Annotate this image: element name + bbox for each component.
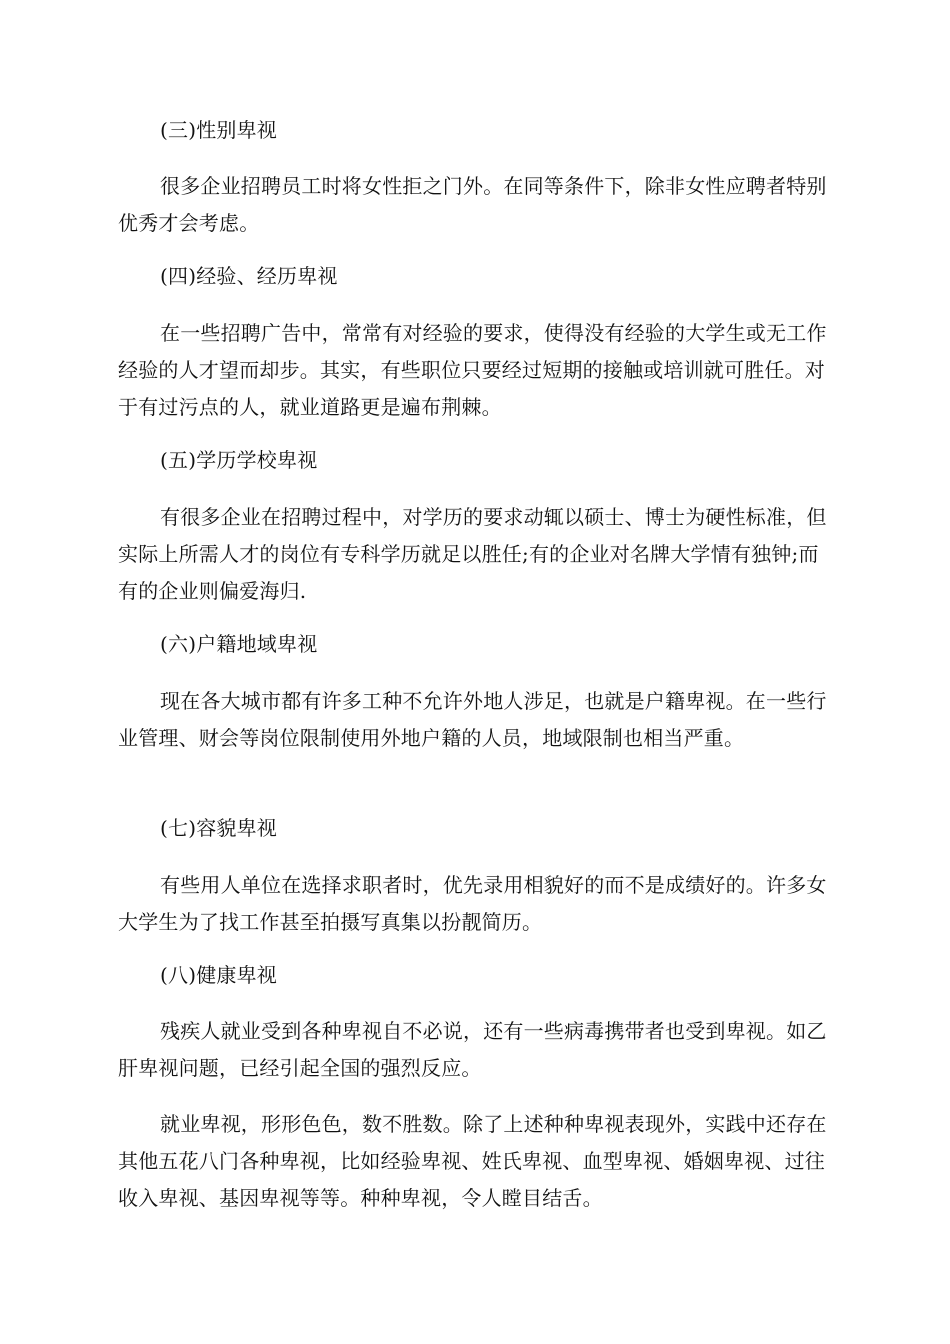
section-paragraph-gender: 很多企业招聘员工时将女性拒之门外。在同等条件下，除非女性应聘者特别优秀才会考虑。	[118, 174, 827, 235]
section-paragraph-appearance: 有些用人单位在选择求职者时，优先录用相貌好的而不是成绩好的。许多女大学生为了找工作甚至拍摄写真集以扮靓简历。	[118, 873, 827, 934]
section-heading-gender: (三)性别卑视	[160, 118, 278, 142]
section-heading-experience: (四)经验、经历卑视	[160, 264, 338, 288]
section-paragraph-education: 有很多企业在招聘过程中，对学历的要求动辄以硕士、博士为硬性标准，但实际上所需人才的岗位有专科学历就足以胜任;有的企业对名牌大学情有独钟;而有的企业则偏爱海归.	[118, 505, 827, 603]
closing-paragraph: 就业卑视，形形色色，数不胜数。除了上述种种卑视表现外，实践中还存在其他五花八门各种卑视，比如经验卑视、姓氏卑视、血型卑视、婚姻卑视、过往收入卑视、基因卑视等等。种种卑视，令人瞠目结舌。	[118, 1112, 827, 1210]
section-heading-appearance: (七)容貌卑视	[160, 816, 278, 840]
section-paragraph-household-region: 现在各大城市都有许多工种不允许外地人涉足，也就是户籍卑视。在一些行业管理、财会等岗位限制使用外地户籍的人员，地域限制也相当严重。	[118, 689, 827, 750]
section-heading-household-region: (六)户籍地域卑视	[160, 632, 318, 656]
section-paragraph-experience: 在一些招聘广告中，常常有对经验的要求，使得没有经验的大学生或无工作经验的人才望而却步。其实，有些职位只要经过短期的接触或培训就可胜任。对于有过污点的人，就业道路更是遍布荆棘。	[118, 321, 827, 419]
section-heading-health: (八)健康卑视	[160, 963, 278, 987]
section-heading-education: (五)学历学校卑视	[160, 448, 318, 472]
section-paragraph-health: 残疾人就业受到各种卑视自不必说，还有一些病毒携带者也受到卑视。如乙肝卑视问题，已经引起全国的强烈反应。	[118, 1019, 827, 1080]
